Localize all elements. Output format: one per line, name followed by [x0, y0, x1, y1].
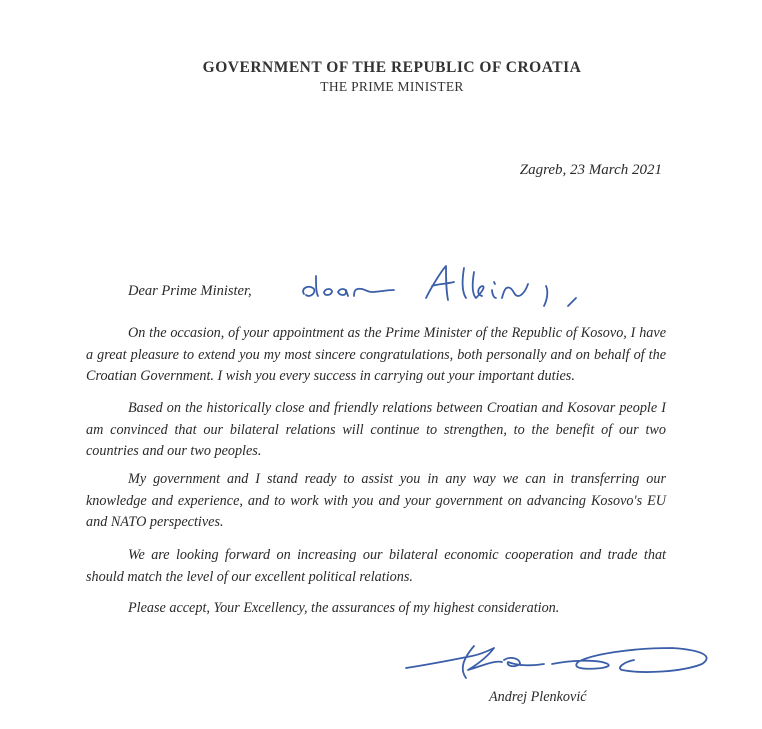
paragraph-1: On the occasion, of your appointment as the Prime Minister of the Republic of Kosovo, I have a great pleasure to extend you my most sincere congratulations, both personally and on behalf of the Croatian Government. I wish you every success in carrying out your important duties.	[86, 325, 666, 384]
signer-name: Andrej Plenković	[489, 689, 587, 705]
handwritten-greeting	[296, 256, 586, 318]
salutation: Dear Prime Minister,	[128, 283, 252, 299]
closing-line: Please accept, Your Excellency, the assurances of my highest consideration.	[128, 600, 560, 616]
letterhead-subtitle: THE PRIME MINISTER	[320, 79, 464, 94]
signature	[402, 636, 720, 684]
letterhead-title: GOVERNMENT OF THE REPUBLIC OF CROATIA	[202, 59, 582, 76]
letter-date: Zagreb, 23 March 2021	[519, 162, 662, 178]
letterhead	[0, 57, 762, 95]
paragraph-2: Based on the historically close and friendly relations between Croatian and Kosovar people I am convinced that our bilateral relations will continue to strengthen, to the benefit of our two countries and our two peoples.	[86, 400, 666, 459]
paragraph-4: We are looking forward on increasing our bilateral economic cooperation and trade that should match the level of our excellent political relations.	[86, 547, 666, 585]
paragraph-3: My government and I stand ready to assist you in any way we can in transferring our knowledge and experience, and to work with you and your government on advancing Kosovo's EU and NATO perspectives.	[86, 471, 666, 530]
